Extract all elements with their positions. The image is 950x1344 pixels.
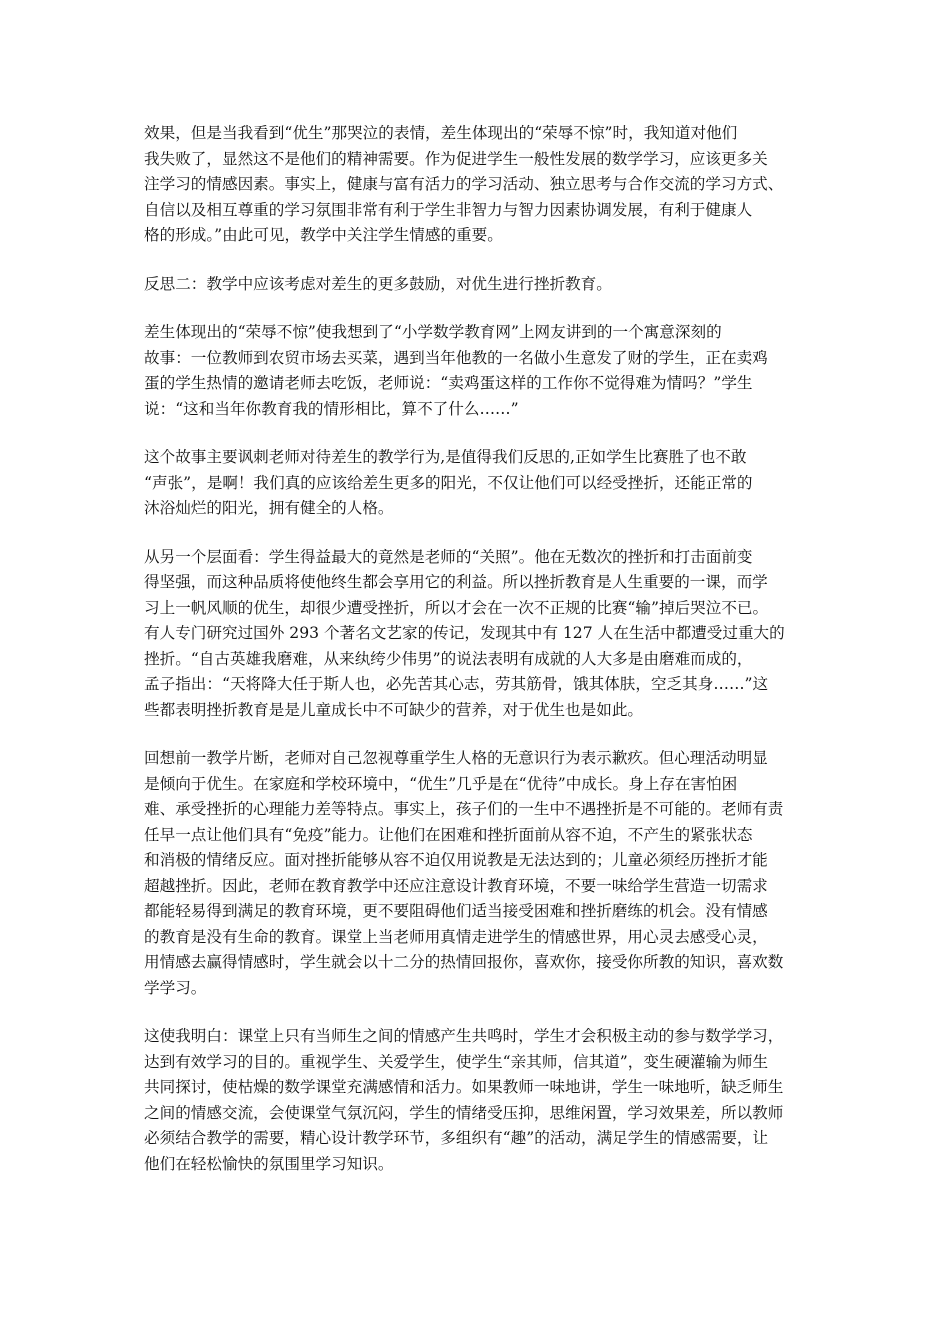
document-body [144,121,808,1200]
paragraph-reflection-two: 反思二：教学中应该考虑对差生的更多鼓励，对优生进行挫折教育。 [144,274,612,293]
paragraph-another-perspective: 从另一个层面看：学生得益最大的竟然是老师的“关照”。他在无数次的挫折和打击面前变 得坚强，而这种品质将使他终生都会享用它的利益。所以挫折教育是人生重要的一课，而学 习上一帆风顺的优生，却很少遭受挫折，所以才会在一次不正规的比赛“输”掉后哭泣不已。 有人专门研究过国外 293 个著名文艺家的传记，发现其中有 127 人在生活中都遭受过重大的 挫折。“自古英雄我磨难，从来纨绔少伟男”的说法表明有成就的人大多是由磨难而成的， 孟子指出：“天将降大任于斯人也，必先苦其心志，劳其筋骨，饿其体肤，空乏其身……”这 些都表明挫折教育是是儿童成长中不可缺少的营养，对于优生也是如此。 [144,547,785,719]
paragraph-effect: 效果，但是当我看到“优生”那哭泣的表情，差生体现出的“荣辱不惊”时，我知道对他们 我失败了，显然这不是他们的精神需要。作为促进学生一般性发展的数学学习，应该更多关 注学习的情感因素。事实上，健康与富有活力的学习活动、独立思考与合作交流的学习方式、 自信以及相互尊重的学习氛围非常有利于学生非智力与智力因素协调发展，有利于健康人 格的形成。”由此可见，教学中关注学生情感的重要。 [144,124,784,244]
paragraph-story-comment: 这个故事主要讽刺老师对待差生的教学行为,是值得我们反思的,正如学生比赛胜了也不敢 “声张”，是啊！我们真的应该给差生更多的阳光，不仅让他们可以经受挫折，还能正常的 沐浴灿烂的阳光，拥有健全的人格。 [144,448,753,517]
paragraph-recollection: 回想前一教学片断，老师对自己忽视尊重学生人格的无意识行为表示歉疚。但心理活动明显 是倾向于优生。在家庭和学校环境中，“优生”几乎是在“优待”中成长。身上存在害怕困 难、承受挫折的心理能力差等特点。事实上，孩子们的一生中不遇挫折是不可能的。老师有责 任早一点让他们具有“免疫”能力。让他们在困难和挫折面前从容不迫，不产生的紧张状态 和消极的情绪反应。面对挫折能够从容不迫仅用说教是无法达到的；儿童必须经历挫折才能 超越挫折。因此，老师在教育教学中还应注意设计教育环境，不要一味给学生营造一切需求 都能轻易得到满足的教育环境，更不要阻碍他们适当接受困难和挫折磨练的机会。没有情感 的教育是没有生命的教育。课堂上当老师用真情走进学生的情感世界，用心灵去感受心灵， 用情感去赢得情感时，学生就会以十二分的热情回报你，喜欢你，接受你所教的知识，喜欢数 学学习。 [144,749,784,997]
paragraph-story: 差生体现出的“荣辱不惊”使我想到了“小学数学教育网”上网友讲到的一个寓意深刻的 故事：一位教师到农贸市场去买菜，遇到当年他教的一名做小生意发了财的学生，正在卖鸡 蛋的学生热情的邀请老师去吃饭，老师说：“卖鸡蛋这样的工作你不觉得难为情吗？”学生 说：“这和当年你教育我的情形相比，算不了什么……” [144,323,768,418]
paragraph-conclusion: 这使我明白：课堂上只有当师生之间的情感产生共鸣时，学生才会积极主动的参与数学学习， 达到有效学习的目的。重视学生、关爱学生，使学生“亲其师，信其道”，变生硬灌输为师生 共同探讨，使枯燥的数学课堂充满感情和活力。如果教师一味地讲，学生一味地听，缺乏师生 之间的情感交流，会使课堂气氛沉闷，学生的情绪受压抑，思维闲置，学习效果差，所以教师 必须结合教学的需要，精心设计教学环节，多组织有“趣”的活动，满足学生的情感需要，让 他们在轻松愉快的氛围里学习知识。 [144,1027,784,1173]
